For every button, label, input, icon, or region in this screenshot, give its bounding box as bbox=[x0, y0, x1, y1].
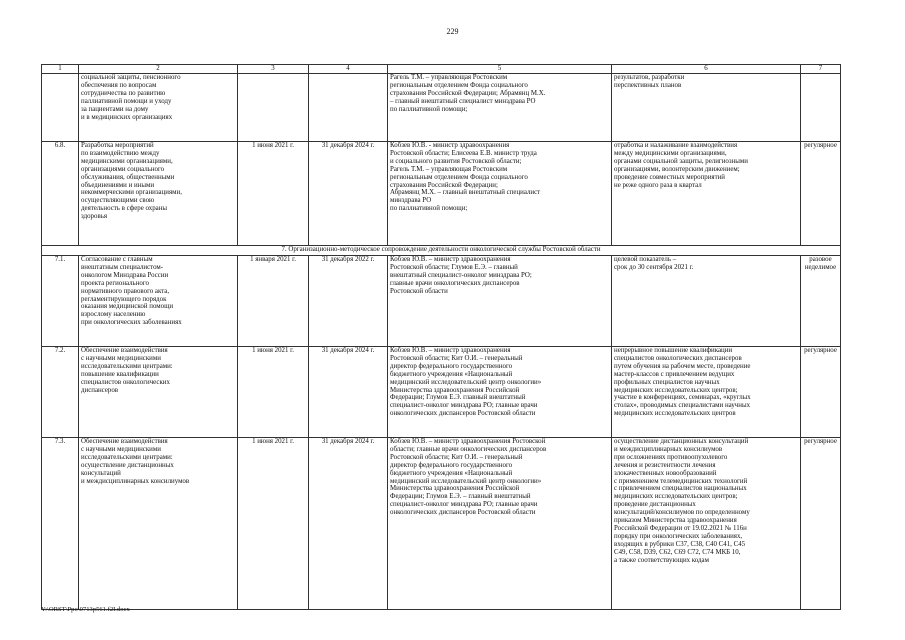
result-cell-line: путем обучения на рабочем месте, проведение bbox=[614, 362, 751, 370]
result-cell-line: при осложнениях противоопухолевого bbox=[614, 453, 728, 461]
start-date: 1 января 2021 г. bbox=[238, 256, 309, 347]
table-row bbox=[42, 74, 841, 142]
start-date: 1 июня 2021 г. bbox=[238, 142, 309, 246]
responsible-cell-line: Абрамянц М.Х. – главный внештатный специалист bbox=[390, 189, 541, 197]
activity-cell-line: социальной защиты, пенсионного bbox=[81, 74, 181, 81]
responsible-cell bbox=[388, 347, 612, 438]
activity-cell-line: Разработка мероприятий bbox=[81, 142, 154, 149]
result-cell-line: мастер-классов с привлечением ведущих bbox=[614, 370, 735, 378]
result-cell-line: между медицинскими организациями, bbox=[614, 149, 727, 157]
activity-cell bbox=[79, 142, 238, 246]
result-cell-line: и междисциплинарных консилиумов bbox=[614, 445, 723, 453]
activity-cell bbox=[79, 256, 238, 347]
activity-cell bbox=[79, 347, 238, 438]
column-number: 6 bbox=[612, 65, 801, 74]
periodicity: регулярное bbox=[801, 347, 841, 438]
column-number: 3 bbox=[238, 65, 309, 74]
result-cell-line: медицинских исследовательских центров; bbox=[614, 493, 738, 501]
end-date: 31 декабря 2024 г. bbox=[309, 142, 388, 246]
end-date: 31 декабря 2024 г. bbox=[309, 347, 388, 438]
responsible-cell-line: Рагель Т.М. – управляющая Ростовским bbox=[390, 74, 508, 81]
table-row bbox=[42, 256, 841, 347]
activity-cell-line: Обеспечение взаимодействия bbox=[81, 347, 168, 354]
responsible-cell-line: минздрава РО bbox=[390, 197, 432, 205]
activity-cell-line: по взаимодействию между bbox=[81, 149, 160, 157]
result-cell-line: отработка и налаживание взаимодействия bbox=[614, 142, 738, 149]
responsible-cell-line: Рагель Т.М. – управляющая Ростовским bbox=[390, 165, 508, 173]
result-cell-line: злокачественных новообразований bbox=[614, 469, 717, 477]
table-row bbox=[42, 142, 841, 246]
responsible-cell-line: медицинский исследовательский центр онкологии» bbox=[390, 477, 542, 485]
activity-cell bbox=[79, 438, 238, 610]
result-cell-line: медицинских исследовательских центров bbox=[614, 410, 736, 418]
activity-cell-line: сотрудничества по развитию bbox=[81, 89, 166, 97]
result-cell-line: входящих в рубрики С37, С38, С40 С41, С45 bbox=[614, 540, 746, 548]
activity-cell-line: регламентирующего порядок bbox=[81, 295, 167, 303]
activity-cell-line: онкологом Минздрава России bbox=[81, 271, 169, 279]
activity-cell-line: с научными медицинскими bbox=[81, 445, 161, 453]
responsible-cell-line: страхования Российской Федерации; Абрамянц М.Х. bbox=[390, 89, 546, 97]
activity-cell-line: и в медицинских организациях bbox=[81, 113, 173, 121]
responsible-cell-line: Министерства здравоохранения Российской bbox=[390, 386, 520, 394]
result-cell bbox=[612, 256, 801, 347]
activity-cell-line: деятельность в сфере охраны bbox=[81, 205, 168, 213]
item-number: 7.2. bbox=[42, 347, 79, 438]
result-cell-line: проведение совместных мероприятий bbox=[614, 173, 725, 181]
periodicity: разовое неделимое bbox=[801, 256, 841, 347]
activity-cell-line: диспансеров bbox=[81, 386, 119, 394]
responsible-cell-line: Кобзев Ю.В. – министр здравоохранения Ростовской bbox=[390, 438, 546, 445]
result-cell-line: результатов, разработки bbox=[614, 74, 685, 81]
result-cell-line: органами социальной защиты, религиозными bbox=[614, 157, 748, 165]
responsible-cell-line: бюджетного учреждения «Национальный bbox=[390, 370, 513, 378]
table-row bbox=[42, 347, 841, 438]
activity-cell-line: объединениями и иными bbox=[81, 181, 155, 189]
activity-cell-line: медицинскими организациями, bbox=[81, 157, 173, 165]
result-cell-line: участие в конференциях, семинарах, «круглых bbox=[614, 394, 751, 402]
activity-cell-line: внештатным специалистом- bbox=[81, 263, 164, 271]
result-cell-line: срок до 30 сентября 2021 г. bbox=[614, 263, 694, 271]
periodicity: регулярное bbox=[801, 142, 841, 246]
responsible-cell-line: онкологических диспансеров Ростовской области bbox=[390, 410, 536, 418]
responsible-cell bbox=[388, 438, 612, 610]
end-date: 31 декабря 2022 г. bbox=[309, 256, 388, 347]
activity-cell-line: обслуживания, общественными bbox=[81, 173, 175, 181]
activity-cell-line: с научными медицинскими bbox=[81, 354, 161, 362]
responsible-cell-line: директор федерального государственного bbox=[390, 461, 513, 469]
activity-cell-line: проекта регионального bbox=[81, 279, 149, 287]
periodicity bbox=[801, 74, 841, 142]
responsible-cell-line: Ростовской области bbox=[390, 287, 448, 295]
activity-cell-line: при онкологических заболеваниях bbox=[81, 319, 182, 327]
column-number: 5 bbox=[388, 65, 612, 74]
activity-cell-line: Согласование с главным bbox=[81, 256, 153, 263]
activity-cell-line: повышение квалификации bbox=[81, 370, 159, 378]
activity-cell-line: взрослому населению bbox=[81, 311, 146, 319]
result-cell-line: лечения и резистентности лечения bbox=[614, 461, 716, 469]
activity-cell-line: осуществление дистанционных bbox=[81, 461, 174, 469]
responsible-cell bbox=[388, 256, 612, 347]
start-date bbox=[238, 74, 309, 142]
result-cell-line: консультаций/консилиумов по определенному bbox=[614, 509, 750, 517]
column-number: 4 bbox=[309, 65, 388, 74]
responsible-cell-line: специалист-онколог минздрава РО; главные врачи bbox=[390, 501, 538, 509]
result-cell-line: осуществление дистанционных консультаций bbox=[614, 438, 749, 445]
responsible-cell-line: Кобзев Ю.В. – министр здравоохранения bbox=[390, 347, 511, 354]
responsible-cell-line: медицинский исследовательский центр онкологии» bbox=[390, 378, 542, 386]
result-cell-line: С49, С58, D39, С62, С69 С72, С74 МКБ 10, bbox=[614, 548, 741, 556]
responsible-cell bbox=[388, 74, 612, 142]
activity-cell-line: оказания медицинской помощи bbox=[81, 303, 174, 311]
result-cell bbox=[612, 74, 801, 142]
activity-cell-line: нормативного правового акта, bbox=[81, 287, 170, 295]
responsible-cell-line: онкологических диспансеров Ростовской области bbox=[390, 509, 536, 517]
activity-cell-line: паллиативной помощи и уходу bbox=[81, 97, 172, 105]
periodicity: регулярное bbox=[801, 438, 841, 610]
responsible-cell-line: Ростовской области; Кит О.И. – генеральный bbox=[390, 453, 523, 461]
item-number: 6.8. bbox=[42, 142, 79, 246]
result-cell-line: целевой показатель – bbox=[614, 256, 677, 263]
activity-cell bbox=[79, 74, 238, 142]
result-cell-line: Российской Федерации от 19.02.2021 № 116н bbox=[614, 524, 747, 532]
result-cell bbox=[612, 438, 801, 610]
result-cell-line: приказом Министерства здравоохранения bbox=[614, 517, 737, 525]
item-number bbox=[42, 74, 79, 142]
responsible-cell-line: главные врачи онкологических диспансеров bbox=[390, 279, 520, 287]
column-number: 2 bbox=[79, 65, 238, 74]
result-cell-line: медицинских исследовательских центров; bbox=[614, 386, 738, 394]
responsible-cell-line: специалист-онколог минздрава РО; главные врачи bbox=[390, 402, 538, 410]
responsible-cell-line: директор федерального государственного bbox=[390, 362, 513, 370]
responsible-cell-line: региональным отделением Фонда социального bbox=[390, 173, 528, 181]
responsible-cell-line: Ростовской области; Кит О.И. – генеральный bbox=[390, 354, 523, 362]
item-number: 7.1. bbox=[42, 256, 79, 347]
action-plan-table bbox=[41, 64, 841, 610]
column-number: 7 bbox=[801, 65, 841, 74]
activity-cell-line: здоровья bbox=[81, 213, 108, 221]
activity-cell-line: специалистов онкологических bbox=[81, 378, 170, 386]
result-cell-line: с привлечением специалистов национальных bbox=[614, 485, 747, 493]
responsible-cell bbox=[388, 142, 612, 246]
responsible-cell-line: внештатный специалист-онколог минздрава РО; bbox=[390, 271, 532, 279]
end-date: 31 декабря 2024 г. bbox=[309, 438, 388, 610]
result-cell-line: с применением телемедицинских технологий bbox=[614, 477, 748, 485]
end-date bbox=[309, 74, 388, 142]
responsible-cell-line: Ростовской области; Елисеева Е.В. министр труда bbox=[390, 149, 537, 157]
activity-cell-line: обеспечения по вопросам bbox=[81, 81, 157, 89]
start-date: 1 июня 2021 г. bbox=[238, 347, 309, 438]
activity-cell-line: осуществляющими свою bbox=[81, 197, 155, 205]
responsible-cell-line: региональным отделением Фонда социального bbox=[390, 81, 528, 89]
responsible-cell-line: по паллиативной помощи; bbox=[390, 105, 468, 113]
result-cell-line: специалистов онкологических диспансеров bbox=[614, 354, 742, 362]
responsible-cell-line: Кобзев Ю.В. - министр здравоохранения bbox=[390, 142, 510, 149]
responsible-cell-line: Кобзев Ю.В. – министр здравоохранения bbox=[390, 256, 511, 263]
result-cell-line: организациями, волонтерским движением; bbox=[614, 165, 740, 173]
page-number: 229 bbox=[446, 27, 459, 36]
result-cell-line: проведение дистанционных bbox=[614, 501, 696, 509]
result-cell-line: не реже одного раза в квартал bbox=[614, 181, 702, 189]
activity-cell-line: и междисциплинарных консилиумов bbox=[81, 477, 190, 485]
activity-cell-line: консультаций bbox=[81, 469, 121, 477]
responsible-cell-line: области; главные врачи онкологических диспансеров bbox=[390, 445, 547, 453]
responsible-cell-line: по паллиативной помощи; bbox=[390, 205, 468, 213]
item-number: 7.3. bbox=[42, 438, 79, 610]
section-header-row bbox=[42, 246, 841, 256]
column-number: 1 bbox=[42, 65, 79, 74]
result-cell bbox=[612, 142, 801, 246]
result-cell-line: столах», проводимых специалистами научных bbox=[614, 402, 751, 410]
section-title: 7. Организационно-методическое сопровождение деятельности онкологической службы Ростовской области bbox=[42, 246, 841, 256]
activity-cell-line: за пациентами на дому bbox=[81, 105, 149, 113]
responsible-cell-line: Федерации; Глумов Е.Э. – главный внештатный bbox=[390, 493, 531, 501]
responsible-cell-line: и социального развития Ростовской области; bbox=[390, 157, 522, 165]
document-file-path: Y:\ORST\Ppo\0713p561.f2I.docx bbox=[41, 606, 130, 613]
responsible-cell-line: бюджетного учреждения «Национальный bbox=[390, 469, 513, 477]
activity-cell-line: организациями социального bbox=[81, 165, 165, 173]
responsible-cell-line: – главный внештатный специалист минздрава РО bbox=[390, 97, 536, 105]
responsible-cell-line: Федерации; Глумов Е.Э. главный внештатный bbox=[390, 394, 526, 402]
column-number-row bbox=[42, 65, 841, 74]
result-cell-line: профильных специалистов научных bbox=[614, 378, 720, 386]
table-row bbox=[42, 438, 841, 610]
responsible-cell-line: Министерства здравоохранения Российской bbox=[390, 485, 520, 493]
start-date: 1 июня 2021 г. bbox=[238, 438, 309, 610]
activity-cell-line: некоммерческими организациями, bbox=[81, 189, 182, 197]
activity-cell-line: исследовательскими центрами: bbox=[81, 453, 173, 461]
responsible-cell-line: Ростовской области; Глумов Е.Э. – главный bbox=[390, 263, 518, 271]
result-cell-line: перспективных планов bbox=[614, 81, 682, 89]
responsible-cell-line: страхования Российской Федерации; bbox=[390, 181, 498, 189]
result-cell-line: непрерывное повышение квалификации bbox=[614, 347, 733, 354]
result-cell-line: порядку при онкологических заболеваниях, bbox=[614, 532, 743, 540]
result-cell-line: а также соответствующих кодам bbox=[614, 556, 709, 564]
result-cell bbox=[612, 347, 801, 438]
activity-cell-line: исследовательскими центрами: bbox=[81, 362, 173, 370]
activity-cell-line: Обеспечение взаимодействия bbox=[81, 438, 168, 445]
